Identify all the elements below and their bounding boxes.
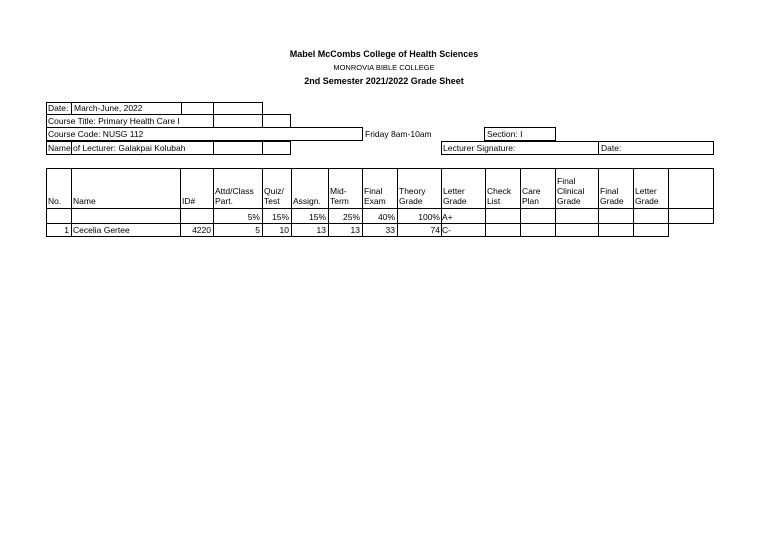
col-header-final-2: Exam xyxy=(364,196,386,206)
col-header-assign: Assign. xyxy=(293,196,321,206)
weight-attd: 5% xyxy=(247,212,260,222)
col-header-letter-grade-2: Grade xyxy=(635,196,659,206)
row-no: 1 xyxy=(64,225,69,235)
col-header-quiz: Quiz/ xyxy=(264,186,284,196)
student-id: 4220 xyxy=(192,225,211,235)
weight-mid: 25% xyxy=(342,212,360,222)
signature-label: Lecturer Signature: xyxy=(443,143,516,153)
col-header-attd-2: Part. xyxy=(215,196,233,206)
sheet-title: 2nd Semester 2021/2022 Grade Sheet xyxy=(304,76,464,86)
student-name: Cecelia Gertee xyxy=(73,225,130,235)
col-header-theory-2: Grade xyxy=(399,196,423,206)
date-label: Date: xyxy=(48,103,69,113)
col-header-final-grade-2: Grade xyxy=(600,196,624,206)
col-header-final: Final xyxy=(364,186,383,196)
col-header-check: Check xyxy=(487,186,512,196)
col-header-final-grade: Final xyxy=(600,186,619,196)
col-header-mid: Mid- xyxy=(330,186,347,196)
weight-assign: 15% xyxy=(308,212,326,222)
col-header-theory: Theory xyxy=(399,186,426,196)
sign-date-label: Date: xyxy=(601,143,622,153)
col-header-quiz-2: Test xyxy=(264,196,280,206)
schedule: Friday 8am-10am xyxy=(365,129,432,139)
weight-quiz: 15% xyxy=(271,212,289,222)
col-header-clinical-3: Grade xyxy=(557,196,581,206)
date-value: March-June, 2022 xyxy=(74,103,143,113)
col-header-clinical: Final xyxy=(557,176,576,186)
score-attd: 5 xyxy=(255,225,260,235)
score-final: 33 xyxy=(385,225,395,235)
score-quiz: 10 xyxy=(279,225,289,235)
score-assign: 13 xyxy=(316,225,326,235)
college-name: Mabel McCombs College of Health Sciences xyxy=(289,49,479,59)
col-header-care-2: Plan xyxy=(522,196,540,206)
weight-final: 40% xyxy=(377,212,395,222)
lecturer-name: of Lecturer: Galakpai Kolubah xyxy=(73,143,186,153)
col-header-letter-2: Grade xyxy=(443,196,467,206)
weight-theory: 100% xyxy=(418,212,440,222)
col-header-check-2: List xyxy=(487,196,501,206)
col-header-id: ID# xyxy=(182,196,196,206)
score-theory: 74 xyxy=(430,225,440,235)
col-header-care: Care xyxy=(522,186,541,196)
affiliate-name: MONROVIA BIBLE COLLEGE xyxy=(333,63,435,72)
weight-letter: A+ xyxy=(442,212,453,222)
col-header-attd: Attd/Class xyxy=(215,186,254,196)
col-header-mid-2: Term xyxy=(330,196,349,206)
col-header-name: Name xyxy=(73,196,96,206)
lecturer-label: Name xyxy=(48,143,71,153)
col-header-letter: Letter xyxy=(443,186,465,196)
score-letter: C- xyxy=(442,225,451,235)
col-header-letter-grade: Letter xyxy=(635,186,657,196)
course-title: Course Title: Primary Health Care I xyxy=(48,116,180,126)
col-header-clinical-2: Clinical xyxy=(557,186,585,196)
col-header-no: No. xyxy=(48,196,62,206)
course-code: Course Code: NUSG 112 xyxy=(48,129,144,139)
section: Section: I xyxy=(487,129,523,139)
score-mid: 13 xyxy=(350,225,360,235)
